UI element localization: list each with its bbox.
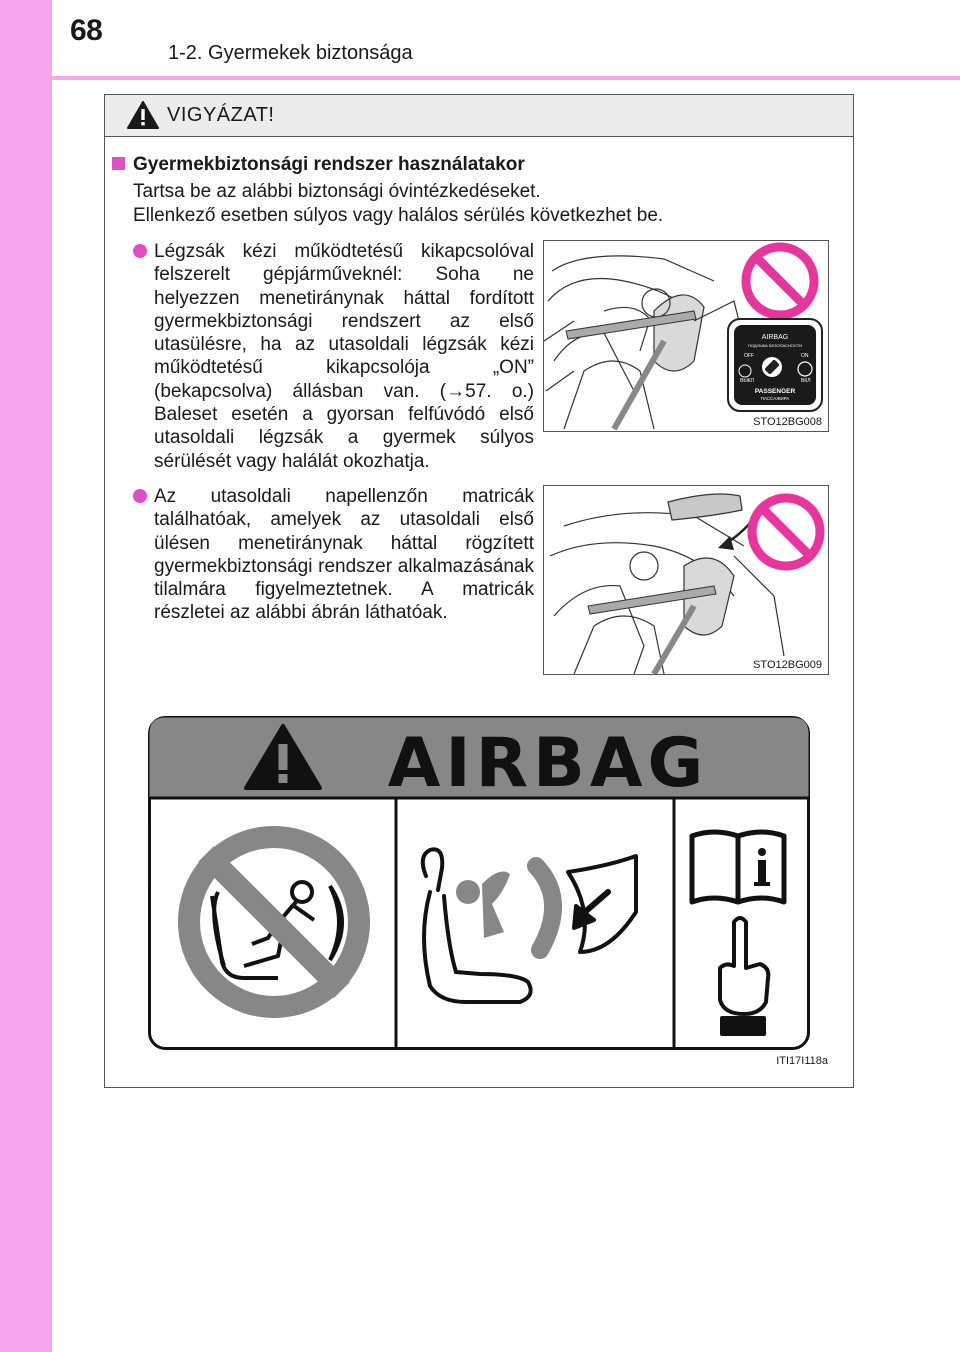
no-rear-facing-seat-icon [178, 826, 370, 1018]
switch-passenger-label: PASSENGER [754, 388, 796, 395]
warning-item-text: Az utasoldali napellenzőn matricák találhatóak, amelyek az utasoldali első ülésen menetiránynak háttal rögzített gyermekbiztonsági rendszer alkalmazásának tilalmára figyelmeztetnek. A matricák részletei az alábbi ábrán láthatóak. [154, 486, 534, 624]
switch-on-label: ON [801, 353, 809, 359]
switch-title-ru: ПОДУШКА БЕЗОПАСНОСТИ [747, 343, 803, 348]
warning-title: VIGYÁZAT! [167, 104, 275, 126]
section-title: 1-2. Gyermekek biztonsága [168, 42, 413, 64]
owners-manual-icon [692, 832, 784, 902]
page-number: 68 [70, 14, 103, 47]
prohibition-slash [756, 257, 804, 305]
switch-title: AIRBAG [761, 334, 789, 341]
warning-heading-text: Gyermekbiztonsági rendszer használatakor [133, 154, 525, 175]
warning-item-text: Légzsák kézi működtetésű kikapcsolóval felszerelt gépjárműveknél: Soha ne helyezzen menetiránynak háttal fordított gyermekbiztonsági rendszert az első utasülésre, ha az utasoldali légzsák kézi működtetésű kikapcsolója „ON” (bekapcsolva) állásban van. (→57. o.) Baleset esetén a gyorsan felfúvódó első utasoldali légzsák a gyermek súlyos sérülését vagy halálát okozhatja. [154, 241, 534, 472]
warning-item [154, 485, 534, 625]
round-bullet-icon [133, 489, 147, 503]
car-interior-illustration [544, 241, 828, 431]
round-bullet-icon [133, 244, 147, 258]
prohibition-slash [762, 508, 810, 556]
figure-sun-visor [543, 485, 829, 675]
sun-visor [668, 494, 742, 520]
switch-passenger-label-ru: ПАССАЖИРА [760, 396, 790, 401]
warning-intro [133, 180, 663, 228]
warning-header [105, 95, 853, 137]
switch-off-label: OFF [744, 353, 754, 359]
label-code: ITI17I118a [776, 1055, 828, 1067]
figure-code: STO12BG008 [753, 416, 822, 428]
header-rule [52, 76, 960, 80]
airbag-warning-label [148, 716, 810, 1050]
square-bullet-icon [112, 157, 125, 170]
warning-triangle-icon [127, 101, 159, 129]
warning-item [154, 240, 534, 473]
car-interior-visor-illustration [544, 486, 828, 674]
figure-airbag-switch [543, 240, 829, 432]
intro-line: Ellenkező esetben súlyos vagy halálos sérülés következhet be. [133, 205, 664, 226]
warning-heading [112, 154, 525, 176]
switch-off-label-ru: ВЫКЛ [740, 378, 754, 384]
page-sidebar-band [0, 0, 52, 1352]
label-title: AIRBAG [387, 724, 709, 803]
intro-line: Tartsa be az alábbi biztonsági óvintézkedéseket. [133, 181, 541, 202]
switch-on-label-ru: ВКЛ [801, 378, 811, 384]
figure-code: STO12BG009 [753, 659, 822, 671]
